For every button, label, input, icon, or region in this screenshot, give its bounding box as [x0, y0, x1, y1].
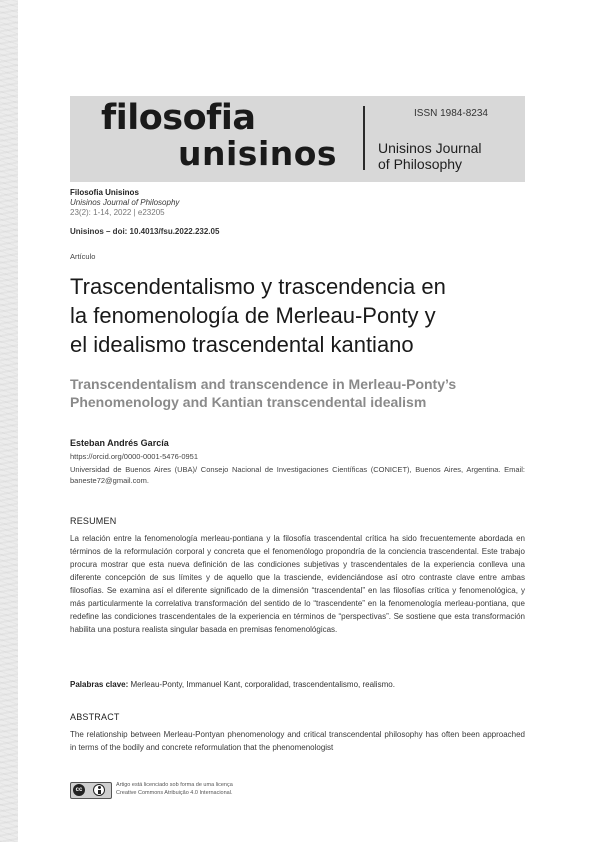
title-line3: el idealismo trascendental kantiano — [70, 332, 414, 357]
meta-issue: 23(2): 1-14, 2022 | e23205 — [70, 208, 165, 217]
keywords-label: Palabras clave: — [70, 680, 129, 689]
article-type: Artículo — [70, 252, 96, 261]
journal-logo-line1: filosofia — [101, 98, 256, 138]
abstract-heading: ABSTRACT — [70, 712, 120, 722]
title-line1: Trascendentalismo y trascendencia en — [70, 274, 446, 299]
license-text — [116, 782, 336, 797]
keywords-text: Merleau-Ponty, Immanuel Kant, corporalidad, trascendentalismo, realismo. — [130, 680, 395, 689]
subtitle-line1: Transcendentalism and transcendence in Merleau-Ponty’s — [70, 376, 457, 392]
attribution-person-icon — [93, 784, 105, 796]
resumen-text: La relación entre la fenomenología merleau-pontiana y la filosofía trascendental crítica ha sido frecuentemente abordada en términos de la reformulación corporal y concreta que el fenomenólogo propondría de la conciencia trascendental. Este trabajo procura mostrar que esta nueva definición de las condiciones subjetivas y trascendentales de la experiencia conlleva una diferente concepción de sus límites y de aquello que la trasciende, evidenciándose así otro contraste clave entre ambas filosofías. Se examina así el diferente significado de la dimensión “trascendental” en las filosofías crítica y fenomenológica, y más particularmente la correlativa transformación del sentido de lo “trascendente” en la fenomenología merleau-pontiana, que redefine las condiciones trascendentales de la experiencia en términos de “perspectivas”. Se sostiene que esta transformación habilita una postura realista singular basada en premisas fenomenológicas. — [70, 534, 525, 634]
banner-divider — [363, 106, 365, 170]
cc-by-badge-icon[interactable] — [70, 782, 112, 799]
journal-meta — [70, 188, 179, 218]
author-affiliation: Universidad de Buenos Aires (UBA)/ Consejo Nacional de Investigaciones Científicas (CONICET), Buenos Aires, Argentina. Email: baneste72@gmail.com. — [70, 465, 525, 485]
resumen-heading: RESUMEN — [70, 516, 117, 526]
journal-logo-line2: unisinos — [178, 134, 338, 173]
journal-name-line1: Unisinos Journal — [378, 140, 482, 156]
title-line2: la fenomenología de Merleau-Ponty y — [70, 303, 436, 328]
page-edge-texture — [0, 0, 18, 842]
article-title — [70, 272, 540, 359]
keywords — [70, 680, 525, 689]
doi-text: Unisinos – doi: 10.4013/fsu.2022.232.05 — [70, 227, 220, 236]
meta-journal: Filosofia Unisinos — [70, 188, 139, 197]
abstract-text: The relationship between Merleau-Pontyan phenomenology and critical transcendental philosophy has often been approached in terms of the bodily and concrete reformulation that the phenomenologist — [70, 730, 525, 752]
subtitle-line2: Phenomenology and Kantian transcendental idealism — [70, 394, 427, 410]
author-orcid-link[interactable]: https://orcid.org/0000-0001-5476-0951 — [70, 452, 199, 461]
license-line1: Artigo está licenciado sob forma de uma licença — [116, 782, 233, 788]
license-line2: Creative Commons Atribuição 4.0 Internacional. — [116, 789, 233, 796]
journal-name-line2: of Philosophy — [378, 156, 463, 172]
issn: ISSN 1984-8234 — [414, 108, 488, 119]
doi[interactable] — [70, 227, 219, 236]
journal-banner — [70, 96, 525, 182]
meta-journal-en: Unisinos Journal of Philosophy — [70, 198, 180, 207]
cc-icon: cc — [73, 784, 85, 796]
article-subtitle — [70, 375, 540, 411]
author-name: Esteban Andrés García — [70, 438, 169, 448]
journal-name — [378, 140, 482, 172]
